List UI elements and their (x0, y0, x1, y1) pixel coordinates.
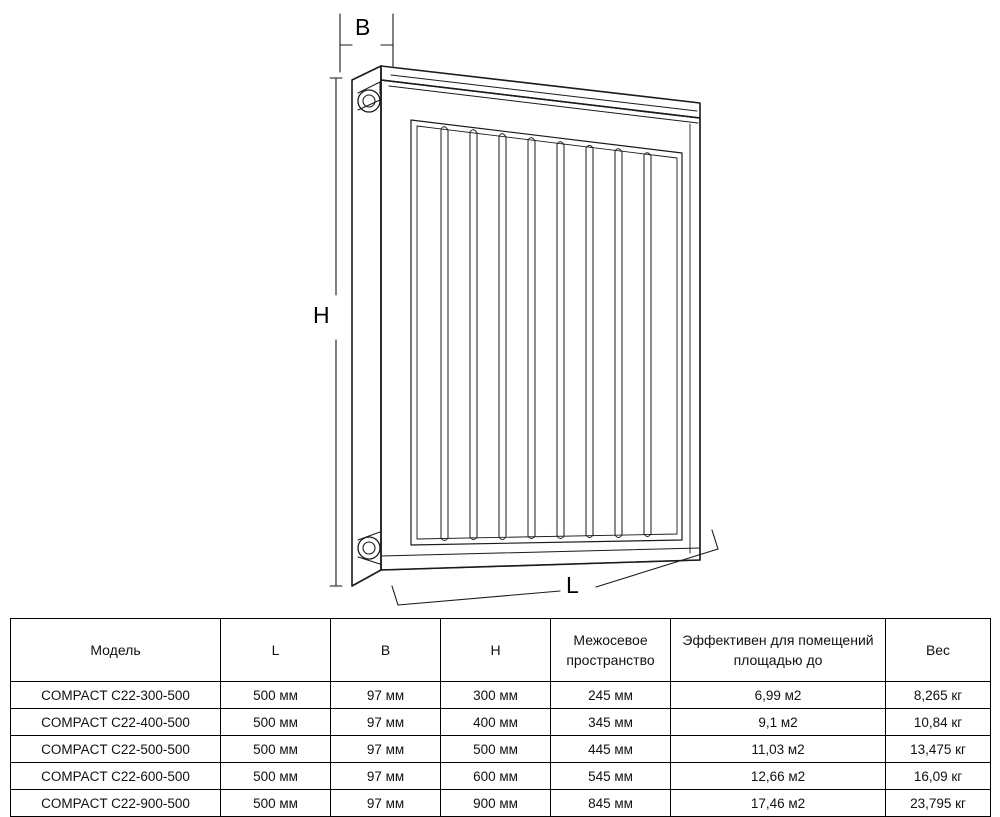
cell-effective-area: 12,66 м2 (671, 763, 886, 790)
table-row (11, 736, 991, 763)
cell-b: 97 мм (331, 790, 441, 817)
cell-effective-area: 9,1 м2 (671, 709, 886, 736)
cell-l: 500 мм (221, 682, 331, 709)
col-header-effective-area (671, 619, 886, 682)
cell-model: COMPACT C22-400-500 (11, 709, 221, 736)
cell-weight: 23,795 кг (886, 790, 991, 817)
cell-center-distance: 445 мм (551, 736, 671, 763)
radiator-side-panel (352, 66, 381, 586)
specification-table (10, 618, 991, 817)
cell-center-distance: 545 мм (551, 763, 671, 790)
cell-h: 400 мм (441, 709, 551, 736)
col-header-l: L (221, 619, 331, 682)
dimension-label-l: L (566, 572, 579, 598)
cell-weight: 13,475 кг (886, 736, 991, 763)
cell-l: 500 мм (221, 709, 331, 736)
cell-effective-area: 17,46 м2 (671, 790, 886, 817)
cell-b: 97 мм (331, 682, 441, 709)
connector-bottom (358, 532, 380, 564)
cell-model: COMPACT C22-600-500 (11, 763, 221, 790)
dimension-h (330, 78, 342, 586)
cell-weight: 16,09 кг (886, 763, 991, 790)
col-header-h: H (441, 619, 551, 682)
cell-h: 600 мм (441, 763, 551, 790)
cell-center-distance: 845 мм (551, 790, 671, 817)
cell-center-distance: 245 мм (551, 682, 671, 709)
dimension-label-h: H (313, 302, 330, 328)
cell-h: 500 мм (441, 736, 551, 763)
cell-h: 900 мм (441, 790, 551, 817)
cell-model: COMPACT C22-500-500 (11, 736, 221, 763)
radiator-front-face (381, 80, 700, 570)
col-header-effective-area-line1: Эффективен для помещений (682, 631, 874, 648)
table-row (11, 790, 991, 817)
table-row (11, 709, 991, 736)
connector-top (358, 82, 380, 112)
cell-b: 97 мм (331, 763, 441, 790)
dimension-label-b: B (355, 14, 371, 40)
cell-h: 300 мм (441, 682, 551, 709)
specification-table-container (10, 618, 990, 817)
col-header-model: Модель (11, 619, 221, 682)
table-header-row (11, 619, 991, 682)
cell-model: COMPACT C22-900-500 (11, 790, 221, 817)
radiator-bottom-back (381, 560, 700, 570)
cell-weight: 10,84 кг (886, 709, 991, 736)
cell-effective-area: 11,03 м2 (671, 736, 886, 763)
col-header-b: B (331, 619, 441, 682)
table-row (11, 682, 991, 709)
col-header-center-distance (551, 619, 671, 682)
cell-b: 97 мм (331, 736, 441, 763)
cell-l: 500 мм (221, 736, 331, 763)
cell-model: COMPACT C22-300-500 (11, 682, 221, 709)
cell-center-distance: 345 мм (551, 709, 671, 736)
cell-l: 500 мм (221, 790, 331, 817)
cell-effective-area: 6,99 м2 (671, 682, 886, 709)
table-row (11, 763, 991, 790)
cell-b: 97 мм (331, 709, 441, 736)
radiator-fins (441, 129, 651, 538)
col-header-center-distance-line2: пространство (566, 652, 655, 668)
col-header-center-distance-line1: Межосевое (573, 631, 648, 648)
radiator-top-grille (391, 75, 697, 111)
radiator-panel-recess (411, 120, 682, 545)
col-header-effective-area-line2: площадью до (733, 652, 823, 668)
radiator-top-edge (381, 66, 700, 118)
col-header-weight: Вес (886, 619, 991, 682)
cell-l: 500 мм (221, 763, 331, 790)
cell-weight: 8,265 кг (886, 682, 991, 709)
radiator-bottom-lip (381, 548, 700, 556)
